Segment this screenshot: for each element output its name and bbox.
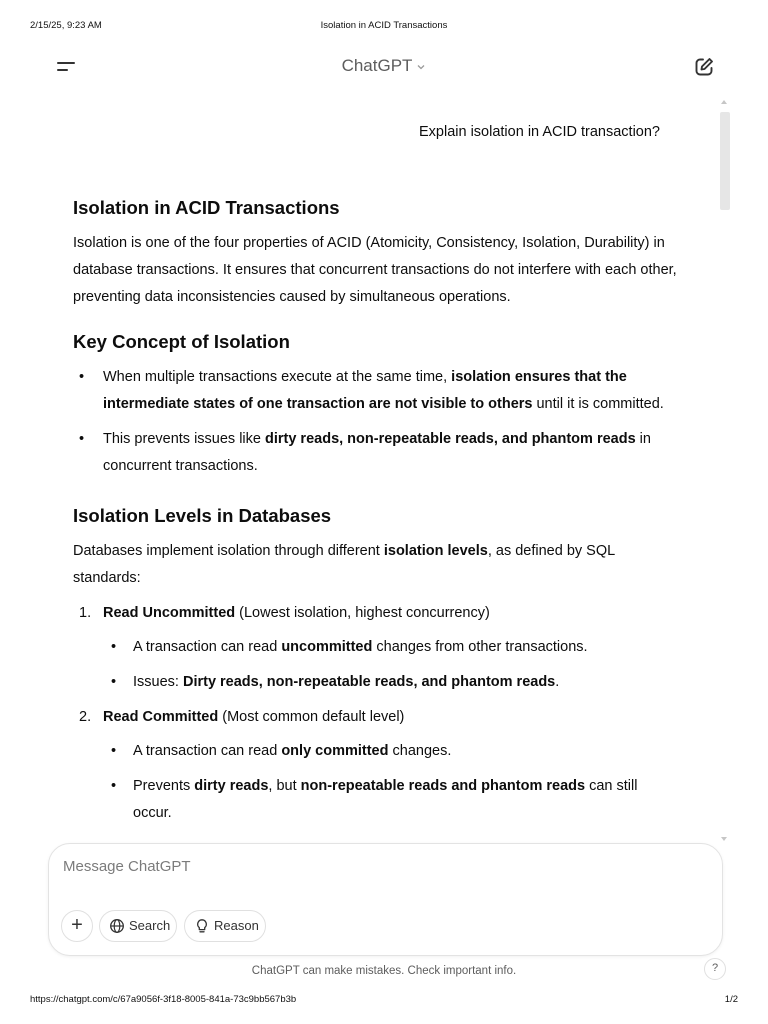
print-title: Isolation in ACID Transactions <box>320 20 448 31</box>
answer-heading-isolation: Isolation in ACID Transactions <box>73 197 340 218</box>
print-footer <box>0 994 768 1008</box>
answer-heading-key-concept: Key Concept of Isolation <box>73 331 290 352</box>
disclaimer: ChatGPT can make mistakes. Check important info. <box>251 965 517 977</box>
assistant-answer <box>73 196 679 835</box>
model-label: ChatGPT <box>341 56 413 75</box>
scrollbar[interactable] <box>719 100 731 840</box>
answer-intro: Isolation is one of the four properties of ACID (Atomicity, Consistency, Isolation, Durability) in database transactions. It ensures that concurrent transactions do not interfere with each other, preventing data inconsistencies caused by simultaneous operations. <box>73 235 677 305</box>
print-date: 2/15/25, 9:23 AM <box>30 20 102 31</box>
model-switcher[interactable] <box>0 56 768 77</box>
isolation-levels-list <box>73 600 679 827</box>
list-item: • A transaction can read only committed changes. <box>103 738 679 765</box>
list-item: • Prevents dirty reads, but non-repeatable reads and phantom reads can still occur. <box>103 773 679 827</box>
list-item-read-uncommitted: 1. Read Uncommitted (Lowest isolation, highest concurrency) • A transaction can read uncommitted changes from other transactions. • Issues: Dirty reads, non-repeatable reads, and phantom reads. <box>73 600 679 696</box>
help-button[interactable]: ? <box>704 958 726 980</box>
levels-intro: Databases implement isolation through different isolation levels, as defined by SQL standards: <box>73 543 615 586</box>
answer-heading-isolation-levels: Isolation Levels in Databases <box>73 505 332 526</box>
top-bar <box>0 48 768 88</box>
message-input[interactable]: Message ChatGPT <box>63 858 191 875</box>
reason-label: Reason <box>214 918 259 933</box>
read-uncommitted-points <box>103 634 679 696</box>
list-item: • A transaction can read uncommitted changes from other transactions. <box>103 634 679 661</box>
globe-icon <box>109 918 125 934</box>
attach-button[interactable]: + <box>61 910 93 942</box>
search-label: Search <box>129 918 171 933</box>
lightbulb-icon <box>194 918 210 934</box>
list-item: • Issues: Dirty reads, non-repeatable reads, and phantom reads. <box>103 669 679 696</box>
new-chat-button[interactable] <box>692 55 716 79</box>
read-committed-points <box>103 738 679 827</box>
message-composer[interactable] <box>48 843 723 956</box>
list-item: • When multiple transactions execute at the same time, isolation ensures that the intermediate states of one transaction are not visible to others until it is committed. <box>73 364 679 418</box>
search-button[interactable] <box>99 910 177 942</box>
scrollbar-thumb[interactable] <box>720 112 730 210</box>
list-item: • This prevents issues like dirty reads, non-repeatable reads, and phantom reads in concurrent transactions. <box>73 426 679 480</box>
key-concept-list <box>73 364 679 480</box>
new-chat-icon <box>692 55 716 79</box>
reason-button[interactable] <box>184 910 266 942</box>
scroll-up-arrow[interactable] <box>721 100 727 104</box>
print-page-number: 1/2 <box>724 994 738 1005</box>
print-url: https://chatgpt.com/c/67a9056f-3f18-8005-841a-73c9bb567b3b <box>30 994 297 1005</box>
list-item-read-committed: 2. Read Committed (Most common default level) • A transaction can read only committed changes. • Prevents dirty reads, but non-repeatable reads and phantom reads can still occur. <box>73 704 679 827</box>
chevron-down-icon <box>416 57 426 77</box>
scroll-down-arrow[interactable] <box>721 837 727 841</box>
user-message: Explain isolation in ACID transaction? <box>419 124 660 140</box>
print-header <box>0 20 768 34</box>
